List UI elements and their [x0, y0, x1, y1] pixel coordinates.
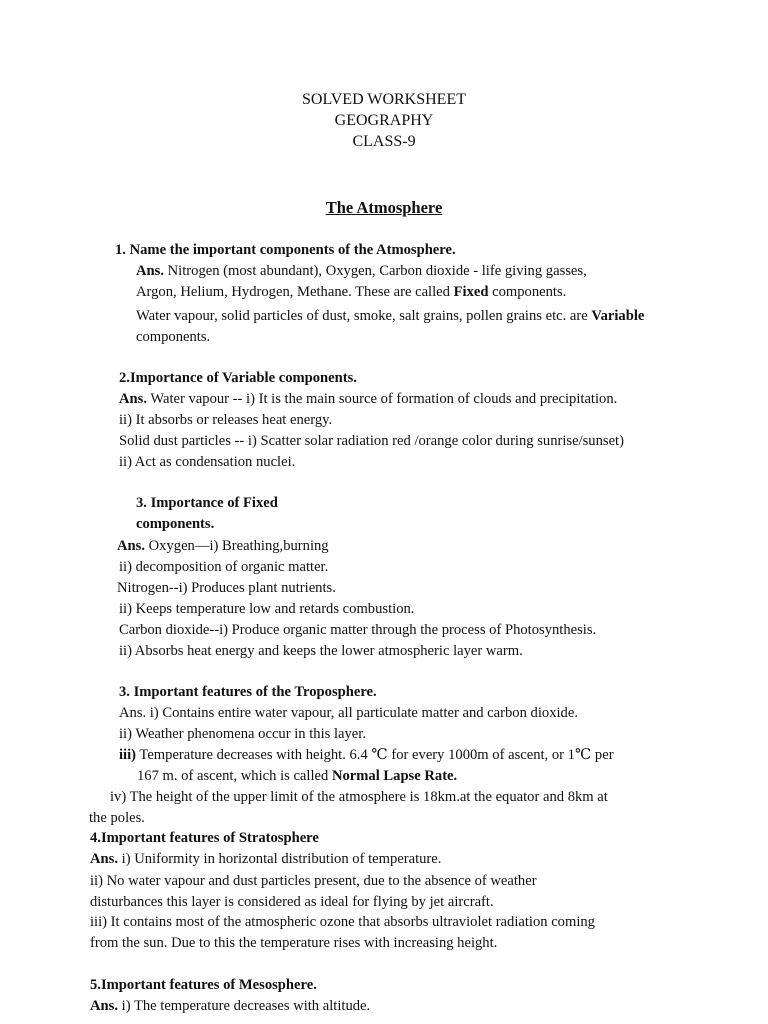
answer-3-line-1: Ans. Oxygen—i) Breathing,burning — [117, 538, 329, 554]
answer-4-line-6: the poles. — [89, 810, 145, 826]
answer-2-line-3: Solid dust particles -- i) Scatter solar radiation red /orange color during sunrise/sunset) — [119, 433, 624, 449]
answer-2-line-4: ii) Act as condensation nuclei. — [119, 454, 296, 470]
answer-6-line-1: Ans. i) The temperature decreases with altitude. — [90, 998, 371, 1014]
answer-2-line-1: Ans. Water vapour -- i) It is the main source of formation of clouds and precipitation. — [119, 391, 618, 407]
header-line-2: GEOGRAPHY — [334, 112, 434, 129]
answer-5-line-1: Ans. i) Uniformity in horizontal distribution of temperature. — [90, 851, 442, 867]
answer-5-line-2: ii) No water vapour and dust particles present, due to the absence of weather — [90, 873, 537, 889]
question-1: 1. Name the important components of the Atmosphere. — [115, 242, 456, 258]
answer-5-line-3: disturbances this layer is considered as ideal for flying by jet aircraft. — [90, 894, 494, 910]
answer-4-line-4: 167 m. of ascent, which is called Normal Lapse Rate. — [137, 768, 458, 784]
question-2: 2.Importance of Variable components. — [119, 370, 357, 386]
answer-4-line-3: iii) Temperature decreases with height. 6.4 ℃ for every 1000m of ascent, or 1℃ per — [119, 747, 614, 763]
question-3-line-1: 3. Importance of Fixed — [136, 495, 278, 511]
answer-3-line-5: Carbon dioxide--i) Produce organic matter through the process of Photosynthesis. — [119, 622, 597, 638]
question-3-line-2: components. — [136, 516, 215, 532]
answer-4-line-1: Ans. i) Contains entire water vapour, all particulate matter and carbon dioxide. — [119, 705, 578, 721]
answer-3-line-4: ii) Keeps temperature low and retards combustion. — [119, 601, 415, 617]
answer-3-line-6: ii) Absorbs heat energy and keeps the lower atmospheric layer warm. — [119, 643, 523, 659]
header-line-1: SOLVED WORKSHEET — [301, 91, 466, 108]
page-title: The Atmosphere — [325, 198, 443, 217]
answer-3-line-3: Nitrogen--i) Produces plant nutrients. — [117, 580, 336, 596]
answer-1-line-4: components. — [136, 329, 211, 345]
answer-4-line-2: ii) Weather phenomena occur in this layer. — [119, 726, 366, 742]
question-5: 4.Important features of Stratosphere — [90, 830, 319, 846]
answer-5-line-5: from the sun. Due to this the temperature rises with increasing height. — [90, 935, 498, 951]
question-6: 5.Important features of Mesosphere. — [90, 977, 317, 993]
answer-4-line-5: iv) The height of the upper limit of the atmosphere is 18km.at the equator and 8km at — [110, 789, 608, 805]
answer-1-line-2: Argon, Helium, Hydrogen, Methane. These are called Fixed components. — [136, 284, 567, 300]
answer-1-line-3: Water vapour, solid particles of dust, smoke, salt grains, pollen grains etc. are Variable — [136, 308, 645, 324]
answer-5-line-4: iii) It contains most of the atmospheric ozone that absorbs ultraviolet radiation coming — [90, 914, 595, 930]
answer-3-line-2: ii) decomposition of organic matter. — [119, 559, 329, 575]
answer-1-line-1: Ans. Nitrogen (most abundant), Oxygen, Carbon dioxide - life giving gasses, — [136, 263, 587, 279]
header-line-3: CLASS-9 — [352, 133, 416, 150]
question-4: 3. Important features of the Troposphere. — [119, 684, 377, 700]
answer-2-line-2: ii) It absorbs or releases heat energy. — [119, 412, 333, 428]
